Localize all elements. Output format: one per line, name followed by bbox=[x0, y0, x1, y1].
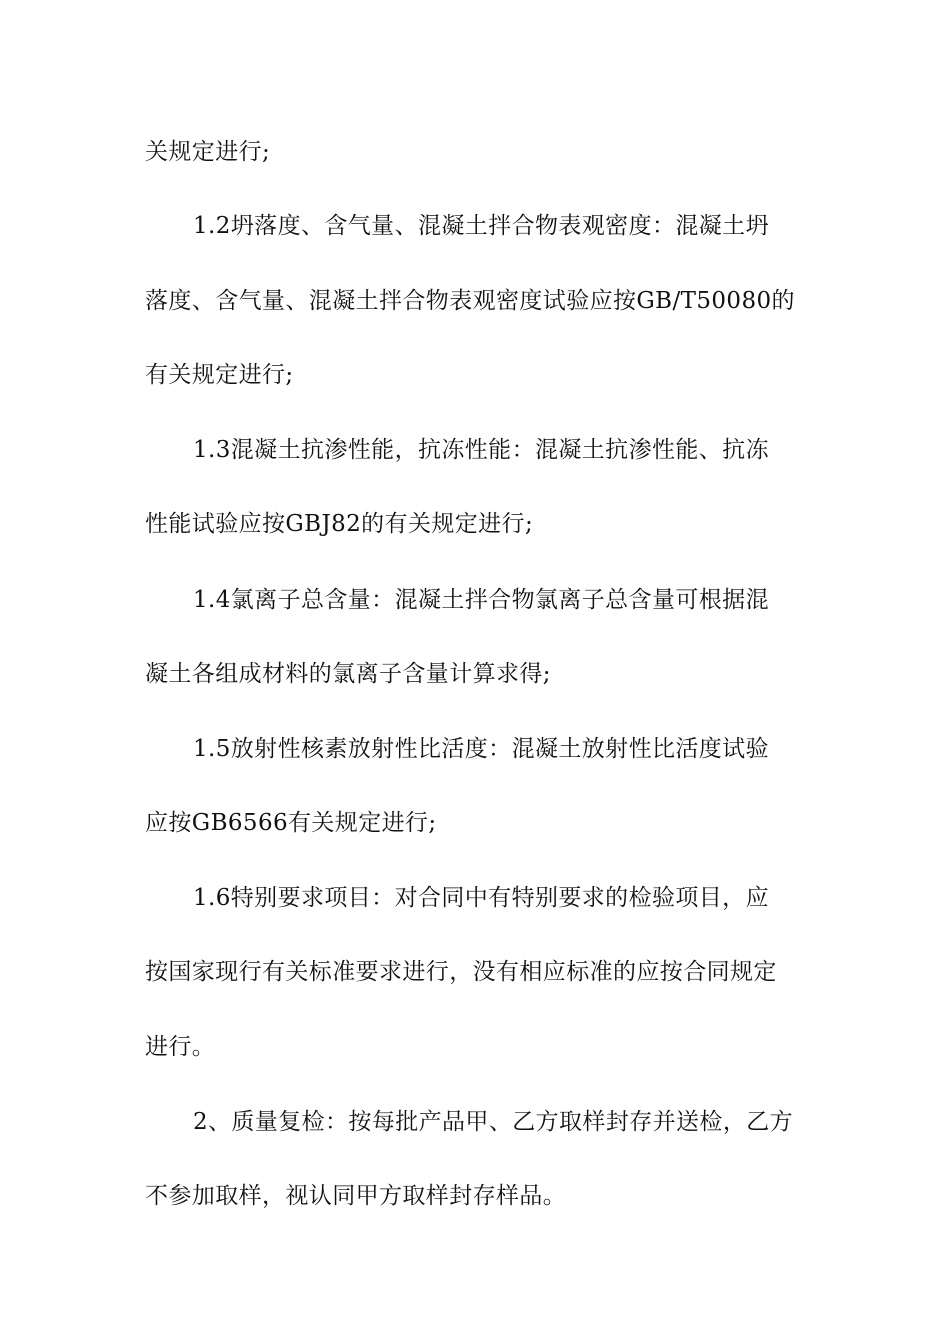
text-line: 有关规定进行; bbox=[145, 362, 294, 388]
text-line: 关规定进行; bbox=[145, 139, 271, 165]
text-line: 1.4氯离子总含量：混凝土拌合物氯离子总含量可根据混 bbox=[193, 587, 769, 613]
text-line: 进行。 bbox=[145, 1034, 216, 1060]
text-line: 凝土各组成材料的氯离子含量计算求得; bbox=[145, 661, 551, 687]
text-line: 1.5放射性核素放射性比活度：混凝土放射性比活度试验 bbox=[193, 736, 769, 762]
text-line: 应按GB6566有关规定进行; bbox=[145, 810, 437, 836]
text-line: 按国家现行有关标准要求进行，没有相应标准的应按合同规定 bbox=[145, 959, 777, 985]
text-line: 1.6特别要求项目：对合同中有特别要求的检验项目，应 bbox=[193, 885, 769, 911]
text-line: 1.2坍落度、含气量、混凝土拌合物表观密度：混凝土坍 bbox=[193, 213, 769, 239]
text-line: 落度、含气量、混凝土拌合物表观密度试验应按GB/T50080的 bbox=[145, 288, 795, 314]
text-line: 性能试验应按GBJ82的有关规定进行; bbox=[145, 511, 534, 537]
text-line: 2、质量复检：按每批产品甲、乙方取样封存并送检，乙方 bbox=[193, 1109, 794, 1135]
text-line: 不参加取样，视认同甲方取样封存样品。 bbox=[145, 1183, 567, 1209]
text-line: 1.3混凝土抗渗性能，抗冻性能：混凝土抗渗性能、抗冻 bbox=[193, 437, 769, 463]
